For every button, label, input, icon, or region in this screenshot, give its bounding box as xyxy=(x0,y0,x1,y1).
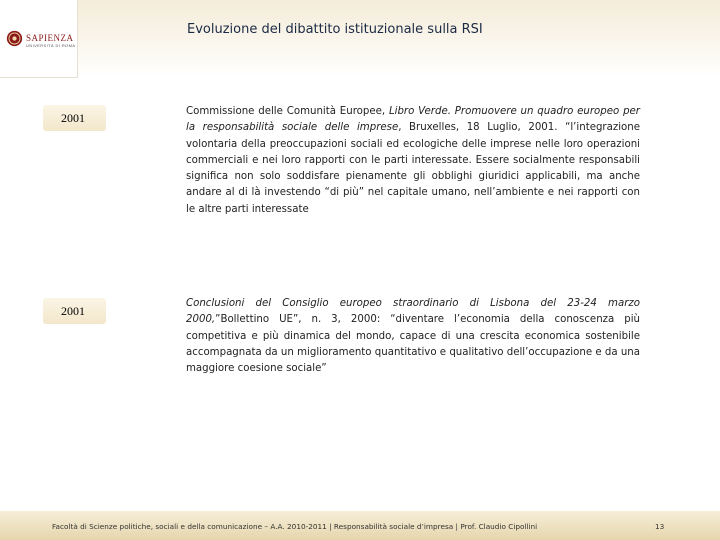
entry-source: Commissione delle Comunità Europee, xyxy=(186,106,389,117)
footer-text: Facoltà di Scienze politiche, sociali e della comunicazione – A.A. 2010-2011 | Responsabilità sociale d’impresa | Prof. Claudio Cipollini xyxy=(52,522,538,531)
entry-text xyxy=(186,104,640,218)
sapienza-seal-icon xyxy=(6,30,23,47)
entry-source-title: Libro Verde. Promuovere un quadro europeo per la responsabilità sociale delle imprese xyxy=(186,106,640,134)
entry-details: , Bruxelles, 18 Luglio, 2001. “l’integrazione volontaria della preoccupazioni sociali ed ecologiche delle imprese nelle loro operazioni commerciali e nei loro rapporti con le parti interessate. Essere socialmente responsabili significa non solo soddisfare pienamente gli obblighi giuridici applicabili, ma anche andare al di là investendo “di più” nel capitale umano, nell’ambiente e nei rapporti con le altre parti interessate xyxy=(186,122,640,215)
logo-subtitle: UNIVERSITÀ DI ROMA xyxy=(26,43,76,48)
header-band xyxy=(78,0,720,77)
year-label: 2001 xyxy=(43,298,106,324)
entry-details: ”Bollettino UE”, n. 3, 2000: “diventare l’economia della conoscenza più competitiva e più dinamica del mondo, capace di una crescita economica sostenibile accompagnata da un miglioramento quantitativo e qualitativo dell’occupazione e da una maggiore coesione sociale” xyxy=(186,314,640,375)
logo xyxy=(0,0,78,78)
year-label: 2001 xyxy=(43,105,106,131)
page-title: Evoluzione del dibattito istituzionale sulla RSI xyxy=(187,22,483,37)
entry-text xyxy=(186,296,640,377)
page-number: 13 xyxy=(655,522,665,531)
entry-source-title: Conclusioni del Consiglio europeo straordinario di Lisbona del 23-24 marzo 2000, xyxy=(186,298,640,326)
logo-name: SAPIENZA xyxy=(26,33,74,43)
